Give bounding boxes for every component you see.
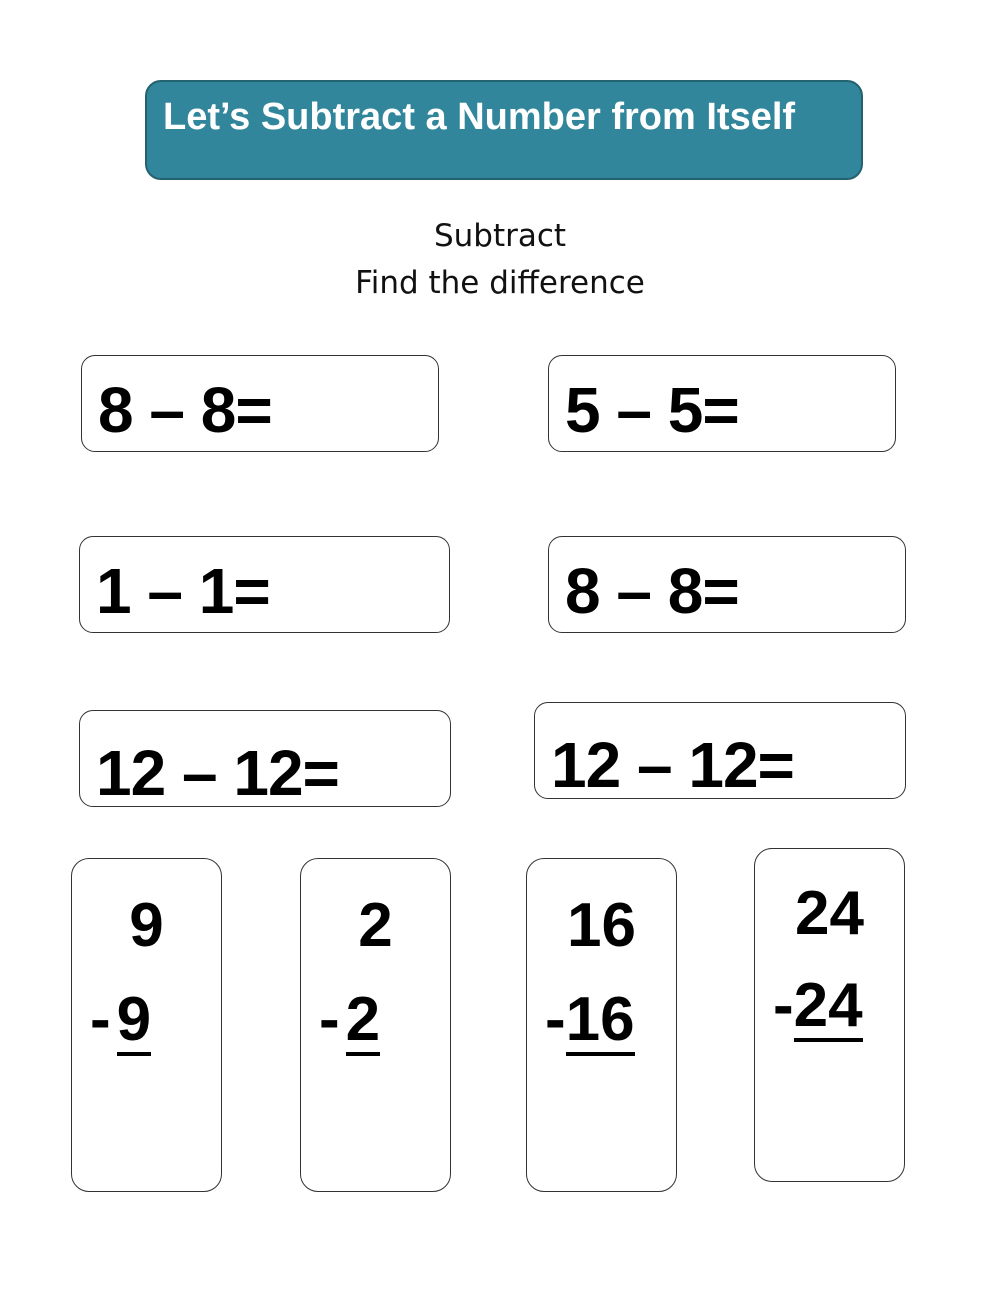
instruction-subtract: Subtract bbox=[433, 218, 567, 254]
equation-text: 1 – 1= bbox=[96, 555, 270, 627]
minus-sign: - bbox=[319, 985, 340, 1054]
minuend: 24 bbox=[795, 879, 864, 948]
vertical-problem-card-4[interactable] bbox=[754, 848, 905, 1182]
title-banner bbox=[145, 80, 863, 180]
vertical-problem-card-1[interactable] bbox=[71, 858, 222, 1192]
page-title: Let’s Subtract a Number from Itself bbox=[163, 96, 796, 138]
minus-sign: - bbox=[90, 985, 111, 1054]
equation-box-6[interactable] bbox=[534, 702, 906, 799]
subtraction-line bbox=[319, 985, 381, 1056]
minus-sign: - bbox=[773, 971, 794, 1040]
equation-box-4[interactable] bbox=[548, 536, 906, 633]
subtrahend: 16 bbox=[565, 985, 635, 1054]
minuend: 9 bbox=[129, 891, 164, 960]
equation-box-1[interactable] bbox=[81, 355, 439, 452]
equation-text: 8 – 8= bbox=[565, 555, 739, 627]
equation-box-2[interactable] bbox=[548, 355, 896, 452]
minuend: 2 bbox=[358, 891, 393, 960]
subtraction-line bbox=[545, 985, 635, 1056]
minus-sign: - bbox=[545, 985, 566, 1054]
instruction-find-difference: Find the difference bbox=[355, 265, 645, 301]
equation-box-3[interactable] bbox=[79, 536, 450, 633]
minuend: 16 bbox=[567, 891, 636, 960]
subtraction-line bbox=[90, 985, 152, 1056]
vertical-problem-card-3[interactable] bbox=[526, 858, 677, 1192]
subtraction-line bbox=[773, 971, 863, 1042]
equation-text: 12 – 12= bbox=[96, 737, 339, 809]
equation-box-5[interactable] bbox=[79, 710, 451, 807]
subtrahend: 9 bbox=[116, 985, 152, 1054]
equation-text: 8 – 8= bbox=[98, 374, 272, 446]
equation-text: 5 – 5= bbox=[565, 374, 739, 446]
subtrahend: 2 bbox=[345, 985, 381, 1054]
vertical-problem-card-2[interactable] bbox=[300, 858, 451, 1192]
equation-text: 12 – 12= bbox=[551, 729, 794, 801]
subtrahend: 24 bbox=[793, 971, 863, 1040]
